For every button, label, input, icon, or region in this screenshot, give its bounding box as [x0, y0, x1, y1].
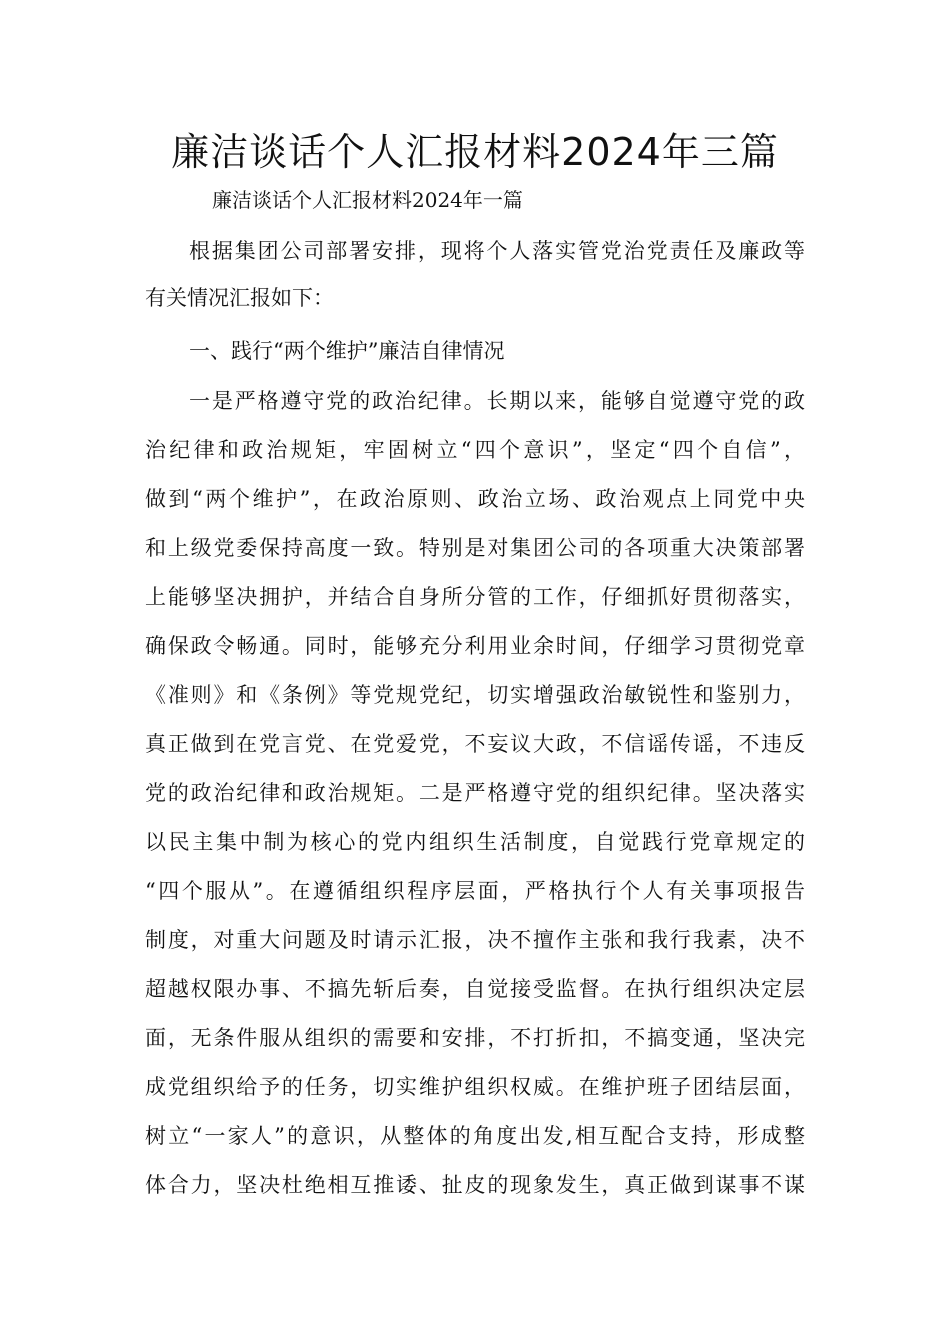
paragraph-line: 《准则》和《条例》等党规党纪，切实增强政治敏锐性和鉴别力， — [145, 683, 805, 707]
paragraph-line: 根据集团公司部署安排，现将个人落实管党治党责任及廉政等 — [189, 239, 805, 263]
paragraph-line: 做到“两个维护”，在政治原则、政治立场、政治观点上同党中央 — [145, 487, 805, 511]
paragraph-line: 一是严格遵守党的政治纪律。长期以来，能够自觉遵守党的政 — [189, 389, 805, 413]
paragraph-line: 以民主集中制为核心的党内组织生活制度，自觉践行党章规定的 — [145, 830, 805, 854]
paragraph-line: 确保政令畅通。同时，能够充分利用业余时间，仔细学习贯彻党章 — [145, 634, 805, 658]
paragraph-line: 真正做到在党言党、在党爱党，不妄议大政，不信谣传谣，不违反 — [145, 732, 805, 756]
paragraph-line: 制度，对重大问题及时请示汇报，决不擅作主张和我行我素，决不 — [145, 928, 805, 952]
paragraph-line: 成党组织给予的任务，切实维护组织权威。在维护班子团结层面， — [145, 1075, 805, 1099]
paragraph-line: 树立“一家人”的意识，从整体的角度出发,相互配合支持，形成整 — [145, 1124, 805, 1148]
paragraph-line: 面，无条件服从组织的需要和安排，不打折扣，不搞变通，坚决完 — [145, 1026, 805, 1050]
document-subtitle: 廉洁谈话个人汇报材料2024年一篇 — [212, 188, 523, 212]
paragraph-line: 和上级党委保持高度一致。特别是对集团公司的各项重大决策部署 — [145, 536, 805, 560]
paragraph-line: 上能够坚决拥护，并结合自身所分管的工作，仔细抓好贯彻落实， — [145, 585, 805, 609]
paragraph-line: 体合力，坚决杜绝相互推诿、扯皮的现象发生，真正做到谋事不谋 — [145, 1173, 805, 1197]
section-heading: 一、践行“两个维护”廉洁自律情况 — [189, 339, 505, 363]
paragraph-line: 治纪律和政治规矩，牢固树立“四个意识”，坚定“四个自信”， — [145, 438, 805, 462]
paragraph-line: 超越权限办事、不搞先斩后奏，自觉接受监督。在执行组织决定层 — [145, 977, 805, 1001]
document-title: 廉洁谈话个人汇报材料2024年三篇 — [171, 130, 779, 174]
paragraph-line: “四个服从”。在遵循组织程序层面，严格执行个人有关事项报告 — [145, 879, 805, 903]
paragraph-line: 党的政治纪律和政治规矩。二是严格遵守党的组织纪律。坚决落实 — [145, 781, 805, 805]
paragraph-line: 有关情况汇报如下： — [145, 286, 334, 310]
